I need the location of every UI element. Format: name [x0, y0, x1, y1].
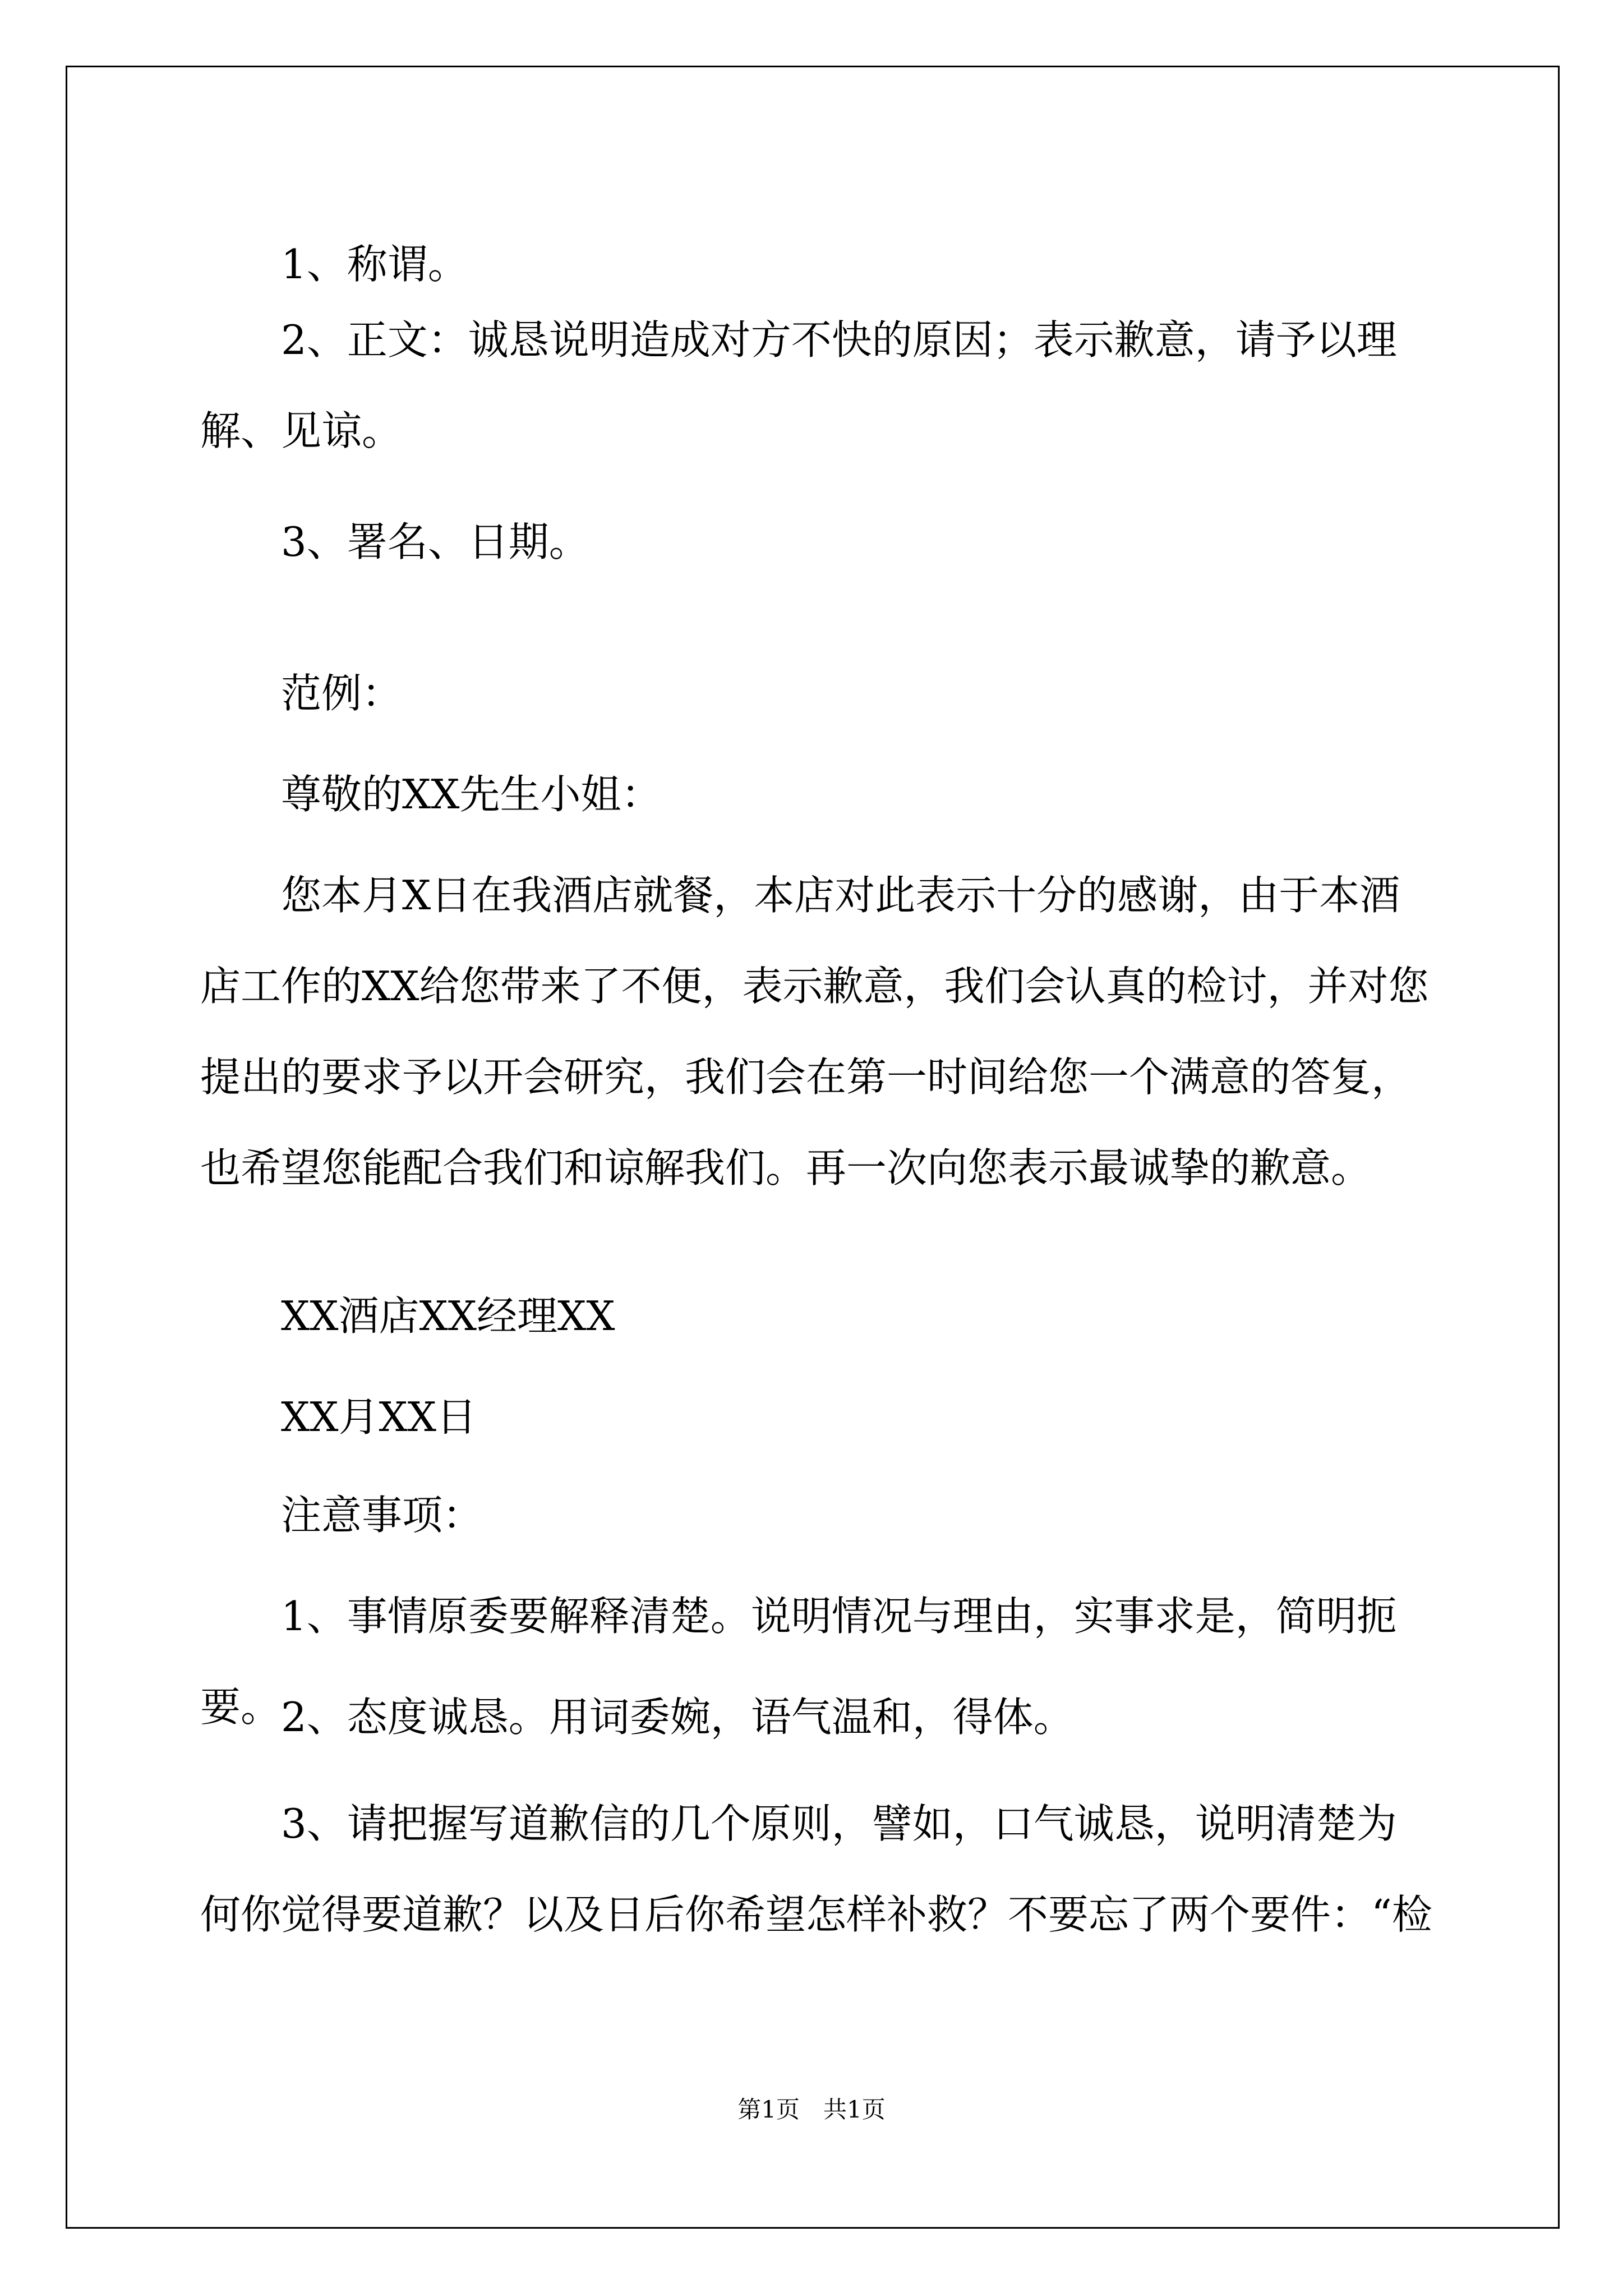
paragraph-notes-heading: 注意事项：: [281, 1492, 483, 1539]
paragraph-note-1: 1、事情原委要解释清楚。说明情况与理由，实事求是，简明扼要。: [200, 1593, 1397, 1731]
paragraph-signature-instruction: 3、署名、日期。: [281, 518, 589, 565]
paragraph-body-instruction: 2、正文：诚恳说明造成对方不快的原因；表示歉意，请予以理解、见谅。: [200, 316, 1397, 454]
paragraph-date: XX月XX日: [281, 1393, 477, 1441]
paragraph-greeting: 尊敬的XX先生小姐：: [281, 771, 662, 818]
paragraph-salutation: 1、称谓。: [281, 241, 468, 288]
paragraph-note-2: 2、态度诚恳。用词委婉，语气温和，得体。: [281, 1694, 1074, 1741]
paragraph-letter-body: 您本月X日在我酒店就餐，本店对此表示十分的感谢，由于本酒店工作的XX给您带来了不便，表示歉意，我们会认真的检讨，并对您提出的要求予以开会研究，我们会在第一时间给您一个满意的答复，也希望您能配合我们和谅解我们。再一次向您表示最诚挚的歉意。: [200, 872, 1429, 1191]
page-number: 第1页 共1页: [737, 2096, 886, 2123]
paragraph-signature: XX酒店XX经理XX: [281, 1292, 615, 1340]
paragraph-note-3: 3、请把握写道歉信的几个原则，譬如，口气诚恳，说明清楚为何你觉得要道歉？以及日后你希望怎样补救？不要忘了两个要件：“检: [200, 1800, 1432, 1938]
paragraph-example-heading: 范例：: [281, 670, 403, 717]
